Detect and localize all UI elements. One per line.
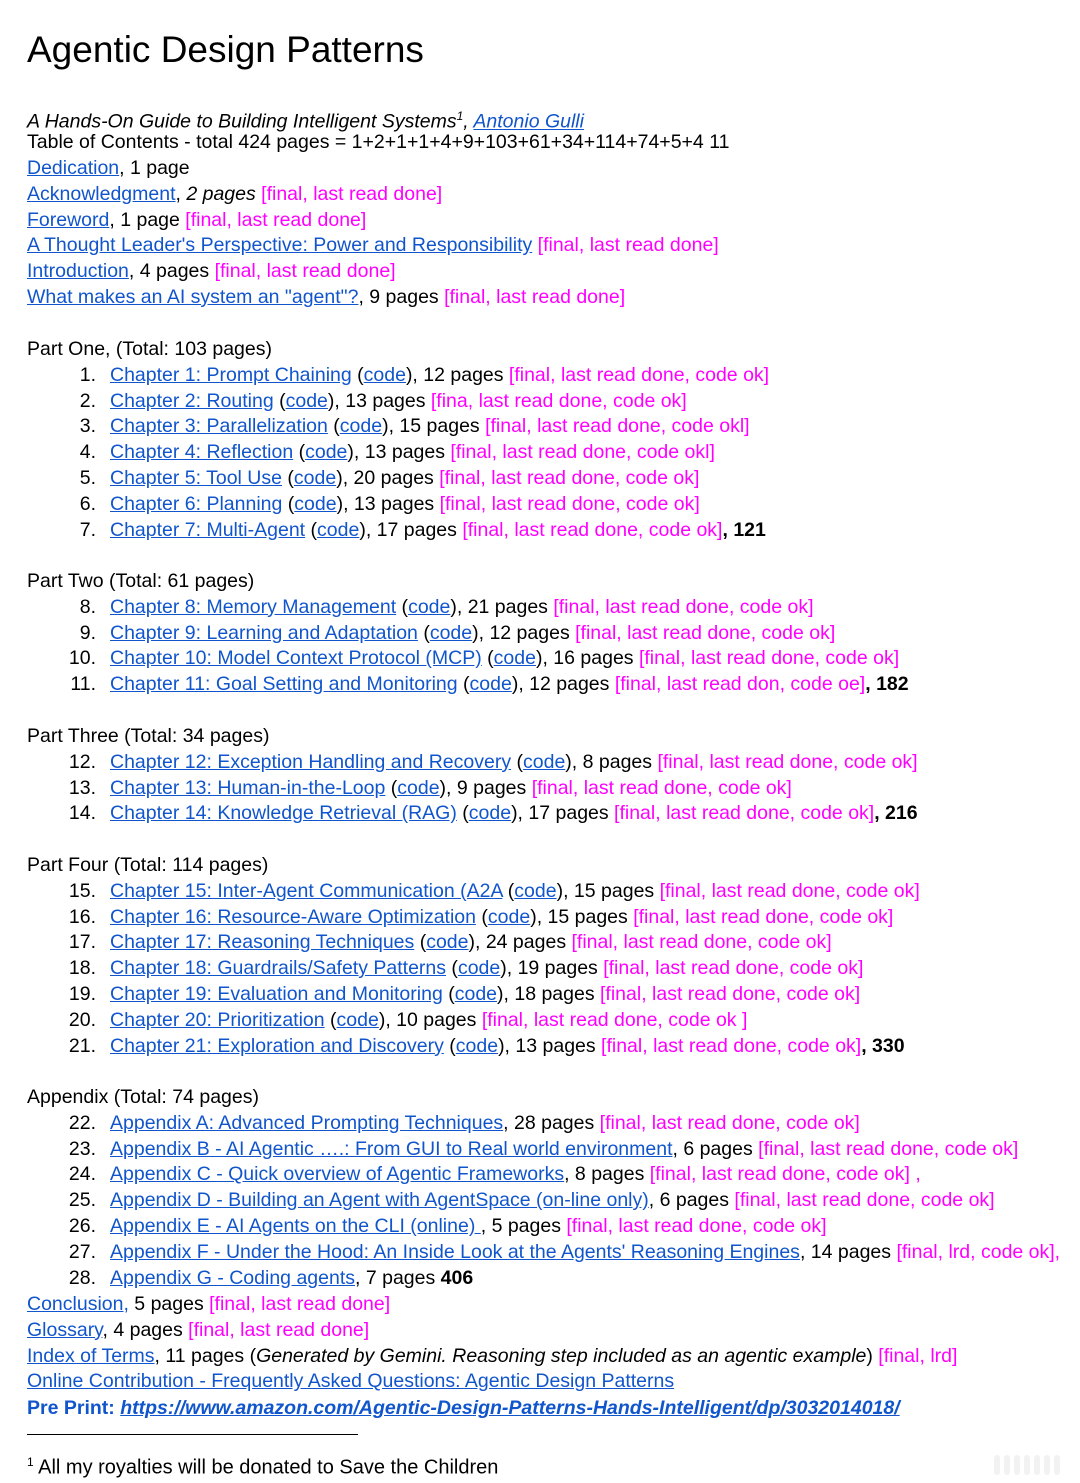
- front-entry: [27, 285, 625, 309]
- back-entry-pages: , 11 pages (: [154, 1344, 257, 1367]
- chapter-pages: ), 16 pages: [535, 647, 639, 670]
- footnote-ref[interactable]: 1: [456, 109, 464, 123]
- paren-open: (: [351, 363, 364, 386]
- chapter-pages: ), 12 pages: [511, 673, 615, 696]
- code-link[interactable]: code: [487, 905, 531, 928]
- status-note: [final, last read done]: [444, 286, 626, 308]
- code-link[interactable]: code: [293, 467, 337, 489]
- front-entry-pages: , 1 page: [109, 208, 186, 231]
- status-note: [final, last read done, code ok]: [603, 957, 864, 980]
- chapter-link[interactable]: Chapter 19: Evaluation and Monitoring: [110, 983, 443, 1005]
- chapter-link[interactable]: Chapter 15: Inter-Agent Communication (A2A: [110, 879, 503, 902]
- chapter-pages: ), 13 pages: [498, 1034, 602, 1057]
- chapter-entry: [110, 440, 715, 464]
- appendix-pages: , 7 pages: [355, 1266, 441, 1289]
- author-link[interactable]: Antonio Gulli: [473, 110, 584, 133]
- chapter-pages: ), 18 pages: [497, 983, 600, 1005]
- running-total: , 121: [722, 518, 766, 541]
- chapter-link[interactable]: Chapter 8: Memory Management: [110, 595, 397, 618]
- paren-open: (: [417, 621, 430, 644]
- page-title: Agentic Design Patterns: [27, 29, 424, 70]
- status-note: [final, last read done, code ok]: [734, 1189, 995, 1212]
- status-note: [final, last read done, code ok]: [601, 1034, 862, 1057]
- chapter-link[interactable]: Chapter 3: Parallelization: [110, 415, 328, 438]
- front-entry-pages-italic: 2 pages: [186, 182, 256, 205]
- chapter-link[interactable]: Chapter 16: Resource-Aware Optimization: [110, 905, 476, 928]
- status-note: [final, last read done, code ok]: [657, 750, 918, 773]
- chapter-entry: [110, 1008, 747, 1032]
- chapter-link[interactable]: Chapter 20: Prioritization: [110, 1008, 325, 1031]
- toc-summary: Table of Contents - total 424 pages = 1+2+1+1+4+9+103+61+34+114+74+5+4 11: [27, 131, 730, 153]
- back-entry-link[interactable]: Glossary: [27, 1318, 103, 1341]
- chapter-number: 14.: [68, 802, 96, 825]
- front-entry: [27, 182, 442, 206]
- front-entry-link[interactable]: Dedication: [27, 157, 120, 179]
- back-entry-link[interactable]: Online Contribution - Frequently Asked Questions: Agentic Design Patterns: [27, 1370, 675, 1393]
- status-note: [final, last read done, code ok]: [571, 931, 832, 954]
- chapter-entry: [110, 750, 918, 774]
- appendix-link[interactable]: Appendix B - AI Agentic ….: From GUI to Real world environment: [110, 1137, 673, 1160]
- chapter-pages: ), 13 pages: [336, 492, 440, 515]
- status-note: [final, lrd]: [878, 1344, 958, 1367]
- back-entry-link[interactable]: Index of Terms: [27, 1344, 155, 1367]
- chapter-number: 5.: [79, 467, 96, 489]
- chapter-link[interactable]: Chapter 13: Human-in-the-Loop: [110, 776, 386, 799]
- chapter-pages: ), 17 pages: [511, 802, 615, 825]
- front-entry-pages: , 9 pages: [358, 286, 445, 308]
- preprint-label: Pre Print: [27, 1397, 109, 1419]
- subtitle-text: A Hands-On Guide to Building Intelligent Systems: [27, 110, 457, 133]
- front-entry-pages: , 4 pages: [128, 260, 215, 283]
- paren-open: (: [443, 1034, 456, 1057]
- running-total: , 182: [865, 673, 909, 696]
- front-entry-pages: ,: [175, 182, 187, 205]
- paren-open: (: [305, 518, 318, 541]
- appendix-number: 23.: [68, 1137, 96, 1160]
- code-link[interactable]: code: [305, 441, 348, 464]
- appendix-link[interactable]: Appendix F - Under the Hood: An Inside Look at the Agents' Reasoning Engines: [110, 1240, 800, 1263]
- chapter-entry: [110, 905, 893, 929]
- chapter-pages: ), 12 pages: [472, 621, 576, 644]
- chapter-pages: ), 24 pages: [468, 931, 572, 954]
- back-entry-pages: , 4 pages: [102, 1318, 189, 1341]
- code-link[interactable]: code: [454, 983, 498, 1005]
- paren-open: (: [273, 389, 286, 412]
- code-link[interactable]: code: [457, 957, 501, 980]
- chapter-link[interactable]: Chapter 11: Goal Setting and Monitoring: [110, 673, 458, 696]
- code-link[interactable]: code: [363, 363, 406, 386]
- code-link[interactable]: code: [455, 1034, 499, 1057]
- chapter-link[interactable]: Chapter 1: Prompt Chaining: [110, 363, 352, 386]
- chapter-entry: [110, 930, 832, 954]
- paren-open: (: [446, 957, 458, 980]
- chapter-entry: [110, 492, 700, 516]
- chapter-entry: [110, 982, 860, 1006]
- code-link[interactable]: code: [514, 879, 557, 902]
- preprint-line: [27, 1396, 900, 1420]
- code-link[interactable]: code: [426, 931, 469, 954]
- chapter-entry: [110, 672, 909, 696]
- appendix-pages: , 6 pages: [672, 1137, 759, 1160]
- chapter-number: 4.: [79, 441, 96, 464]
- appendix-pages: , 8 pages: [564, 1163, 650, 1186]
- status-note: [final, last read done]: [261, 182, 443, 205]
- paren-open: (: [385, 776, 398, 799]
- chapter-entry: [110, 801, 918, 825]
- part-heading: Part Two (Total: 61 pages): [27, 570, 255, 592]
- appendix-pages: , 14 pages: [799, 1240, 897, 1263]
- chapter-pages: ), 15 pages: [382, 415, 486, 438]
- chapter-number: 19.: [68, 983, 96, 1005]
- appendix-pages: , 28 pages: [503, 1111, 600, 1134]
- footnote-number: 1: [27, 1455, 34, 1469]
- chapter-pages: ), 17 pages: [359, 518, 463, 541]
- chapter-link[interactable]: Chapter 12: Exception Handling and Recovery: [110, 750, 512, 773]
- status-note: [final, lrd, code ok],: [896, 1240, 1061, 1263]
- chapter-pages: ), 19 pages: [500, 957, 604, 980]
- chapter-pages: ), 15 pages: [556, 879, 660, 902]
- chapter-number: 1.: [79, 363, 96, 386]
- chapter-link[interactable]: Chapter 5: Tool Use: [110, 467, 282, 489]
- chapter-link[interactable]: Chapter 18: Guardrails/Safety Patterns: [110, 957, 447, 980]
- chapter-pages: ), 13 pages: [347, 441, 451, 464]
- status-note: [fina, last read done, code ok]: [430, 389, 687, 412]
- chapter-entry: [110, 414, 750, 438]
- chapter-link[interactable]: Chapter 14: Knowledge Retrieval (RAG): [110, 802, 457, 825]
- back-entry-note: Generated by Gemini. Reasoning step included as an agentic example: [256, 1344, 867, 1367]
- chapter-link[interactable]: Chapter 7: Multi-Agent: [110, 518, 306, 541]
- status-note: [final, last read done, code okl]: [450, 441, 715, 464]
- appendix-link[interactable]: Appendix E - AI Agents on the CLI (online): [110, 1215, 481, 1237]
- appendix-link[interactable]: Appendix D - Building an Agent with AgentSpace (on-line only): [110, 1189, 649, 1212]
- paren-open: (: [442, 983, 455, 1005]
- appendix-entry: [110, 1188, 995, 1212]
- back-entry: [27, 1318, 369, 1342]
- chapter-number: 12.: [68, 750, 96, 773]
- chapter-number: 7.: [79, 518, 96, 541]
- chapter-pages: ), 21 pages: [450, 595, 554, 618]
- appendix-pages: , 6 pages: [648, 1189, 735, 1212]
- chapter-number: 16.: [68, 905, 96, 928]
- paren-open: (: [457, 673, 470, 696]
- front-entry-link[interactable]: What makes an AI system an "agent"?: [27, 286, 359, 308]
- status-note: [final, last read done, code ok] ,: [649, 1163, 921, 1186]
- appendix-number: 24.: [68, 1163, 96, 1186]
- appendix-entry: [110, 1240, 1060, 1264]
- chapter-number: 6.: [79, 492, 96, 515]
- chapter-number: 9.: [79, 621, 96, 644]
- appendix-number: 27.: [68, 1240, 96, 1263]
- appendix-pages: , 5 pages: [480, 1215, 567, 1237]
- status-note: [final, last read don, code oe]: [614, 673, 866, 696]
- appendix-link[interactable]: Appendix G - Coding agents: [110, 1266, 355, 1289]
- chapter-pages: ), 20 pages: [336, 467, 440, 489]
- chapter-link[interactable]: Chapter 17: Reasoning Techniques: [110, 931, 415, 954]
- paren-open: (: [502, 879, 515, 902]
- status-note: [final, last read done, code ok]: [566, 1215, 827, 1237]
- chapter-number: 10.: [68, 647, 96, 670]
- running-total: 406: [440, 1266, 474, 1289]
- chapter-link[interactable]: Chapter 21: Exploration and Discovery: [110, 1034, 444, 1057]
- back-entry-close: ): [866, 1344, 879, 1367]
- status-note: [final, last read done, code ok]: [508, 363, 770, 386]
- running-total: , 216: [874, 802, 918, 825]
- status-note: [final, last read done, code ok]: [553, 595, 814, 618]
- chapter-entry: [110, 389, 687, 413]
- chapter-pages: ), 13 pages: [327, 389, 431, 412]
- back-entry-pages: 5 pages: [128, 1293, 210, 1315]
- appendix-entry: [110, 1214, 827, 1238]
- status-note: [final, last read done]: [185, 208, 367, 231]
- footnote-divider: [27, 1434, 358, 1435]
- paren-open: (: [475, 905, 488, 928]
- front-entry-link[interactable]: A Thought Leader's Perspective: Power and Responsibility: [27, 234, 533, 257]
- front-entry: [27, 208, 366, 232]
- status-note: [final, last read done, code ok]: [614, 802, 875, 825]
- chapter-number: 17.: [68, 931, 96, 954]
- code-link[interactable]: code: [339, 415, 383, 438]
- chapter-pages: ), 15 pages: [530, 905, 634, 928]
- appendix-link[interactable]: Appendix C - Quick overview of Agentic Frameworks: [110, 1163, 565, 1186]
- chapter-entry: [110, 621, 835, 645]
- code-link[interactable]: code: [336, 1008, 379, 1031]
- chapter-number: 18.: [68, 957, 96, 980]
- appendix-number: 25.: [68, 1189, 96, 1212]
- chapter-entry: [110, 363, 769, 387]
- paren-open: (: [282, 467, 294, 489]
- paren-open: (: [456, 802, 469, 825]
- chapter-entry: [110, 595, 814, 619]
- chapter-pages: ), 9 pages: [439, 776, 532, 799]
- front-entry-link[interactable]: Introduction: [27, 260, 129, 283]
- chapter-entry: [110, 776, 792, 800]
- status-note: [final, last read done, code ok]: [531, 776, 792, 799]
- chapter-pages: ), 12 pages: [405, 363, 509, 386]
- preprint-url-link[interactable]: https://www.amazon.com/Agentic-Design-Patterns-Hands-Intelligent/dp/3032014018/: [120, 1397, 900, 1419]
- appendix-entry: [110, 1162, 921, 1186]
- status-note: [final, last read done]: [214, 260, 396, 283]
- code-link[interactable]: code: [285, 389, 328, 412]
- chapter-entry: [110, 1034, 905, 1058]
- paren-open: (: [414, 931, 427, 954]
- paren-open: (: [324, 1008, 337, 1031]
- back-entry-link[interactable]: Conclusion,: [27, 1293, 129, 1315]
- chapter-number: 3.: [79, 415, 96, 438]
- code-link[interactable]: code: [294, 492, 337, 515]
- chapter-link[interactable]: Chapter 10: Model Context Protocol (MCP): [110, 647, 482, 670]
- status-note: [final, last read done, code okl]: [485, 415, 750, 438]
- back-entry: [27, 1292, 390, 1316]
- chapter-link[interactable]: Chapter 2: Routing: [110, 389, 274, 412]
- code-link[interactable]: code: [493, 647, 536, 670]
- status-note: [final, last read done, code ok]: [439, 467, 700, 489]
- paren-open: (: [293, 441, 306, 464]
- preprint-sep: :: [108, 1397, 121, 1419]
- appendix-number: 26.: [68, 1215, 96, 1237]
- status-note: [final, last read done, code ok]: [638, 647, 900, 670]
- appendix-entry: [110, 1111, 860, 1135]
- appendix-entry: [110, 1137, 1018, 1161]
- chapter-entry: [110, 879, 920, 903]
- front-entry-pages: , 1 page: [119, 157, 190, 179]
- appendix-entry: [110, 1266, 473, 1290]
- appendix-heading: Appendix (Total: 74 pages): [27, 1086, 259, 1108]
- part-heading: Part Four (Total: 114 pages): [27, 854, 269, 876]
- code-link[interactable]: code: [468, 802, 512, 825]
- footnote-text: All my royalties will be donated to Save the Children: [33, 1456, 499, 1479]
- status-note: [final, last read done, code ok]: [462, 518, 723, 541]
- appendix-number: 28.: [68, 1266, 96, 1289]
- status-note: [final, last read done, code ok]: [633, 905, 894, 928]
- status-note: [final, last read done]: [209, 1293, 391, 1315]
- chapter-pages: ), 8 pages: [565, 750, 658, 773]
- front-entry-link[interactable]: Foreword: [27, 208, 110, 231]
- appendix-number: 22.: [68, 1111, 96, 1134]
- back-entry: [27, 1344, 957, 1368]
- back-entry: [27, 1369, 674, 1393]
- part-heading: Part One, (Total: 103 pages): [27, 338, 272, 360]
- appendix-link[interactable]: Appendix A: Advanced Prompting Techniques: [110, 1111, 504, 1134]
- chapter-link[interactable]: Chapter 4: Reflection: [110, 441, 294, 464]
- status-note: [final, last read done, code ok]: [599, 1111, 860, 1134]
- status-note: [final, last read done, code ok]: [575, 621, 836, 644]
- status-note: [final, last read done, code ok]: [758, 1137, 1019, 1160]
- chapter-number: 21.: [68, 1034, 96, 1057]
- paren-open: (: [282, 492, 295, 515]
- chapter-entry: [110, 518, 766, 542]
- status-note: [final, last read done, code ok]: [439, 492, 700, 515]
- paren-open: (: [327, 415, 340, 438]
- chapter-pages: ), 10 pages: [378, 1008, 482, 1031]
- status-note: [final, last read done]: [537, 234, 719, 257]
- code-link[interactable]: code: [408, 595, 451, 618]
- subtitle-sep: ,: [463, 110, 474, 133]
- chapter-number: 8.: [79, 595, 96, 618]
- code-link[interactable]: code: [469, 673, 512, 696]
- code-link[interactable]: code: [317, 518, 360, 541]
- chapter-entry: [110, 646, 899, 670]
- page-indicator[interactable]: [994, 1455, 1060, 1475]
- code-link[interactable]: code: [523, 750, 566, 773]
- chapter-number: 2.: [79, 389, 96, 412]
- running-total: , 330: [861, 1034, 905, 1057]
- chapter-number: 11.: [70, 673, 96, 696]
- status-note: [final, last read done, code ok]: [600, 983, 861, 1005]
- part-heading: Part Three (Total: 34 pages): [27, 725, 270, 747]
- paren-open: (: [396, 595, 409, 618]
- chapter-number: 15.: [68, 879, 96, 902]
- chapter-number: 20.: [68, 1008, 96, 1031]
- front-entry: [27, 233, 719, 257]
- code-link[interactable]: code: [397, 776, 440, 799]
- front-entry: [27, 259, 396, 283]
- status-note: [final, last read done, code ok ]: [481, 1008, 748, 1031]
- front-entry-link[interactable]: Acknowledgment: [27, 182, 176, 205]
- code-link[interactable]: code: [429, 621, 473, 644]
- status-note: [final, last read done, code ok]: [659, 879, 920, 902]
- footnote: [27, 1450, 498, 1480]
- chapter-link[interactable]: Chapter 9: Learning and Adaptation: [110, 621, 418, 644]
- front-entry: [27, 156, 190, 180]
- chapter-entry: [110, 956, 863, 980]
- chapter-entry: [110, 466, 699, 490]
- status-note: [final, last read done]: [188, 1318, 370, 1341]
- paren-open: (: [511, 750, 523, 773]
- paren-open: (: [481, 647, 494, 670]
- chapter-link[interactable]: Chapter 6: Planning: [110, 492, 283, 515]
- chapter-number: 13.: [68, 776, 96, 799]
